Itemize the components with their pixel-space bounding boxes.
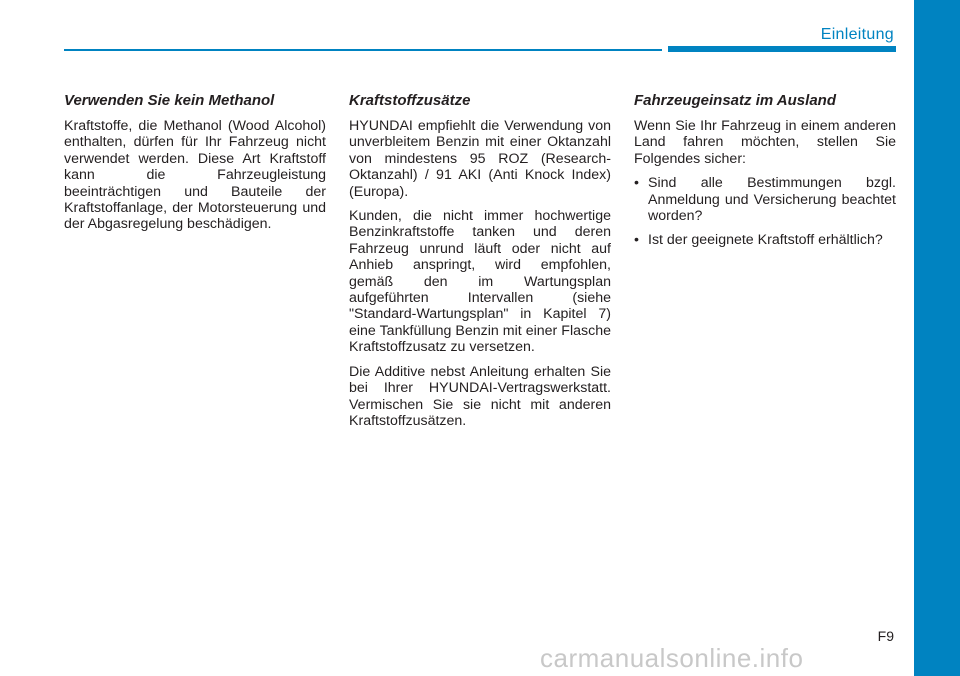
column-methanol	[64, 92, 326, 241]
heading-methanol: Verwenden Sie kein Methanol	[64, 92, 275, 109]
header-rule-thin	[64, 49, 662, 51]
list-item	[634, 175, 896, 224]
column-abroad	[634, 92, 896, 257]
paragraph-methanol: Kraftstoffe, die Methanol (Wood Alcohol) enthalten, dürfen für Ihr Fahrzeug nicht verwendet werden. Diese Art Kraftstoff kann die Fahrzeugleistung beeinträchtigen und Bauteile der Kraftstoffanlage, der Motorsteuerung und der Abgasregelung beschädigen.	[64, 118, 326, 233]
list-item	[634, 232, 896, 248]
paragraph-additive-dealer: Die Additive nebst Anleitung erhalten Sie bei Ihrer HYUNDAI-Vertragswerkstatt. Vermischen Sie sie nicht mit anderen Kraftstoffzusätzen.	[349, 363, 611, 429]
section-title: Einleitung	[820, 26, 894, 43]
chapter-side-tab	[914, 0, 960, 676]
checklist	[634, 175, 896, 249]
watermark: carmanualsonline.info	[540, 643, 804, 673]
paragraph-octane: HYUNDAI empfiehlt die Verwendung von unverbleitem Benzin mit einer Oktanzahl von mindestens 95 ROZ (Research-Oktanzahl) / 91 AKI (Anti Knock Index) (Europa).	[349, 118, 611, 200]
paragraph-abroad-intro: Wenn Sie Ihr Fahrzeug in einem anderen Land fahren möchten, stellen Sie Folgendes sicher:	[634, 118, 896, 167]
column-fuel-additives	[349, 92, 611, 437]
bullet-icon: •	[634, 175, 639, 192]
paragraph-additive-recommendation: Kunden, die nicht immer hochwertige Benzinkraftstoffe tanken und deren Fahrzeug unrund läuft oder nicht auf Anhieb anspringt, wird empfohlen, gemäß den im Wartungsplan aufgeführten Intervallen (siehe "Standard-Wartungsplan" in Kapitel 7) eine Tankfüllung Benzin mit einer Flasche Kraftstoffzusatz zu versetzen.	[349, 208, 611, 356]
heading-fuel-additives: Kraftstoffzusätze	[349, 92, 471, 109]
heading-abroad: Fahrzeugeinsatz im Ausland	[634, 92, 836, 109]
header-rule-thick	[668, 46, 896, 52]
page-number: F9	[877, 628, 894, 644]
bullet-icon: •	[634, 232, 639, 249]
list-item-text: Ist der geeignete Kraftstoff erhältlich?	[648, 232, 883, 249]
list-item-text: Sind alle Bestimmungen bzgl. Anmeldung und Versicherung beachtet worden?	[648, 175, 896, 225]
